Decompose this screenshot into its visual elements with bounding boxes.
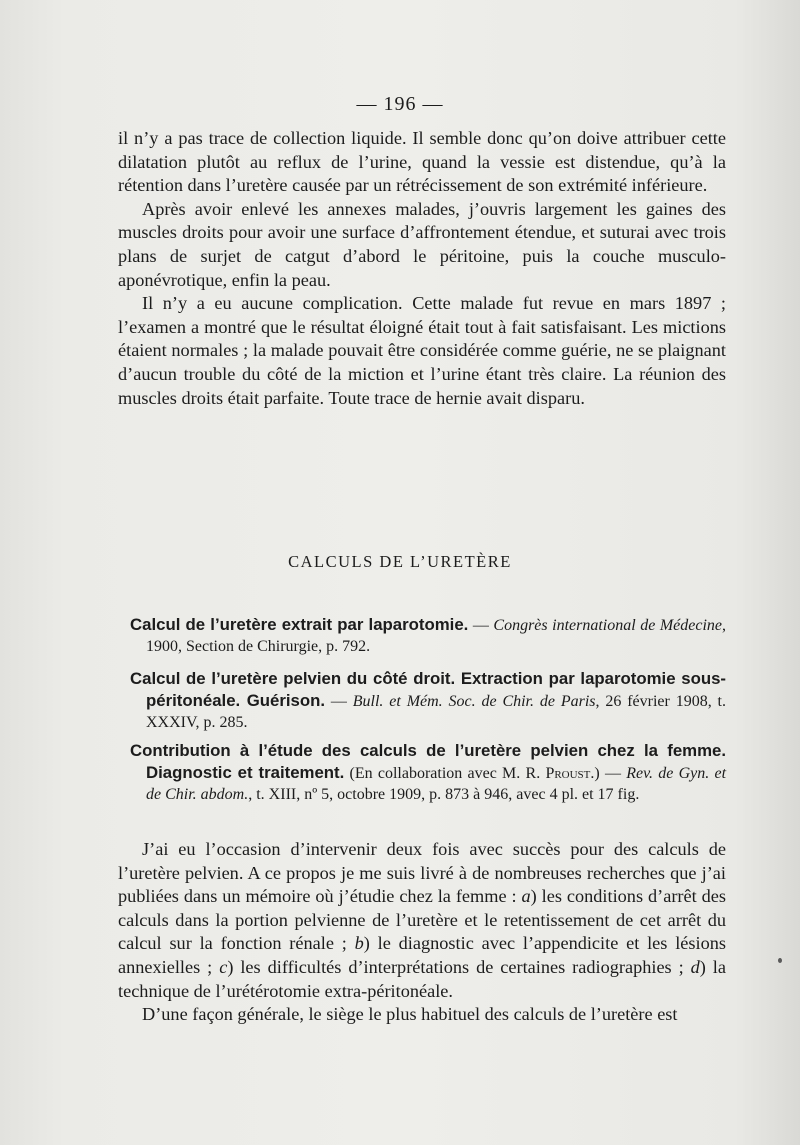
- entry-title: Calcul de l’uretère pelvien du côté droit. Extraction par laparotomie sous-péritonéale. Guérison.: [130, 669, 726, 710]
- list-letter-d: d: [690, 956, 700, 977]
- body-text-segment: ) le diagnostic avec l’appendicite et les lésions annexielles ;: [118, 933, 726, 977]
- entry-details: , t. XIII, nº 5, octobre 1909, p. 873 à 946, avec 4 pl. et 17 fig.: [248, 786, 640, 803]
- intro-text: [118, 127, 726, 410]
- entry-journal: Congrès international de Médecine: [493, 617, 723, 634]
- entry-collab-prefix: (En collaboration avec M. R.: [344, 765, 546, 782]
- body-paragraph-1: [118, 838, 726, 1003]
- entry-title: Calcul de l’uretère extrait par laparotomie.: [130, 615, 469, 634]
- entry-dash: —: [468, 617, 494, 634]
- body-text-segment: ) les difficultés d’interprétations de certaines radiographies ;: [227, 956, 691, 977]
- entry-collab-suffix: .): [590, 765, 600, 782]
- body-paragraph-2: D’une façon générale, le siège le plus habituel des calculs de l’uretère est: [142, 1004, 678, 1025]
- list-letter-a: a: [521, 886, 531, 907]
- ink-speck: [778, 958, 782, 963]
- page-number: — 196 —: [356, 93, 444, 115]
- body-text-segment: J’ai eu l’occasion d’intervenir deux fois avec succès pour des calculs de l’uretère pelvien. A ce propos je me suis livré à de nombreuses recherches que j’ai publiées dans un mémoire où j’étudie chez la femme :: [118, 839, 726, 907]
- entry-dash: —: [325, 693, 353, 710]
- entry-journal: Rev. de Gyn. et de Chir. abdom.: [146, 765, 727, 803]
- list-letter-b: b: [354, 933, 364, 954]
- body-text-segment: ) la technique de l’urétérotomie extra-péritonéale.: [118, 956, 727, 1001]
- entry-journal: Bull. et Mém. Soc. de Chir. de Paris: [352, 693, 596, 710]
- entry-title: Contribution à l’étude des calculs de l’uretère pelvien chez la femme. Diagnostic et traitement.: [130, 741, 726, 782]
- intro-paragraph-3: Il n’y a eu aucune complication. Cette malade fut revue en mars 1897 ; l’examen a montré que le résultat éloigné était tout à fait satisfaisant. Les mictions étaient normales ; la malade pouvait être considérée comme guérie, ne se plaignant d’aucun trouble du côté de la miction et l’urine étant très claire. La réunion des muscles droits était parfaite. Toute trace de hernie avait disparu.: [118, 293, 726, 408]
- bibliography-entry-3: [130, 740, 726, 805]
- section-title: CALCULS DE L’URETÈRE: [288, 552, 512, 571]
- entry-details: , 26 février 1908, t. XXXIV, p. 285.: [146, 693, 727, 731]
- list-letter-c: c: [219, 956, 228, 977]
- entry-dash: —: [599, 765, 627, 782]
- intro-paragraph-2: Après avoir enlevé les annexes malades, j’ouvris largement les gaines des muscles droits pour avoir une surface d’affrontement étendue, et suturai avec trois plans de surjet de catgut d’abord le péritoine, puis la couche musculo-aponévrotique, enfin la peau.: [118, 198, 726, 290]
- body-text: [118, 838, 726, 1027]
- bibliography-entry-1: [130, 614, 726, 657]
- body-text-segment: ) les conditions d’arrêt des calculs dans la portion pelvienne de l’uretère et le retentissement de cet arrêt du calcul sur la fonction rénale ;: [118, 886, 726, 954]
- intro-paragraph-1: il n’y a pas trace de collection liquide. Il semble donc qu’on doive attribuer cette dilatation plutôt au reflux de l’urine, quand la vessie est distendue, qu’à la rétention dans l’uretère causée par un rétrécissement de son extrémité inférieure.: [118, 128, 726, 196]
- entry-details: , 1900, Section de Chirurgie, p. 792.: [146, 617, 727, 655]
- entry-collab-name: Proust: [545, 765, 591, 782]
- bibliography-entry-2: [130, 668, 726, 733]
